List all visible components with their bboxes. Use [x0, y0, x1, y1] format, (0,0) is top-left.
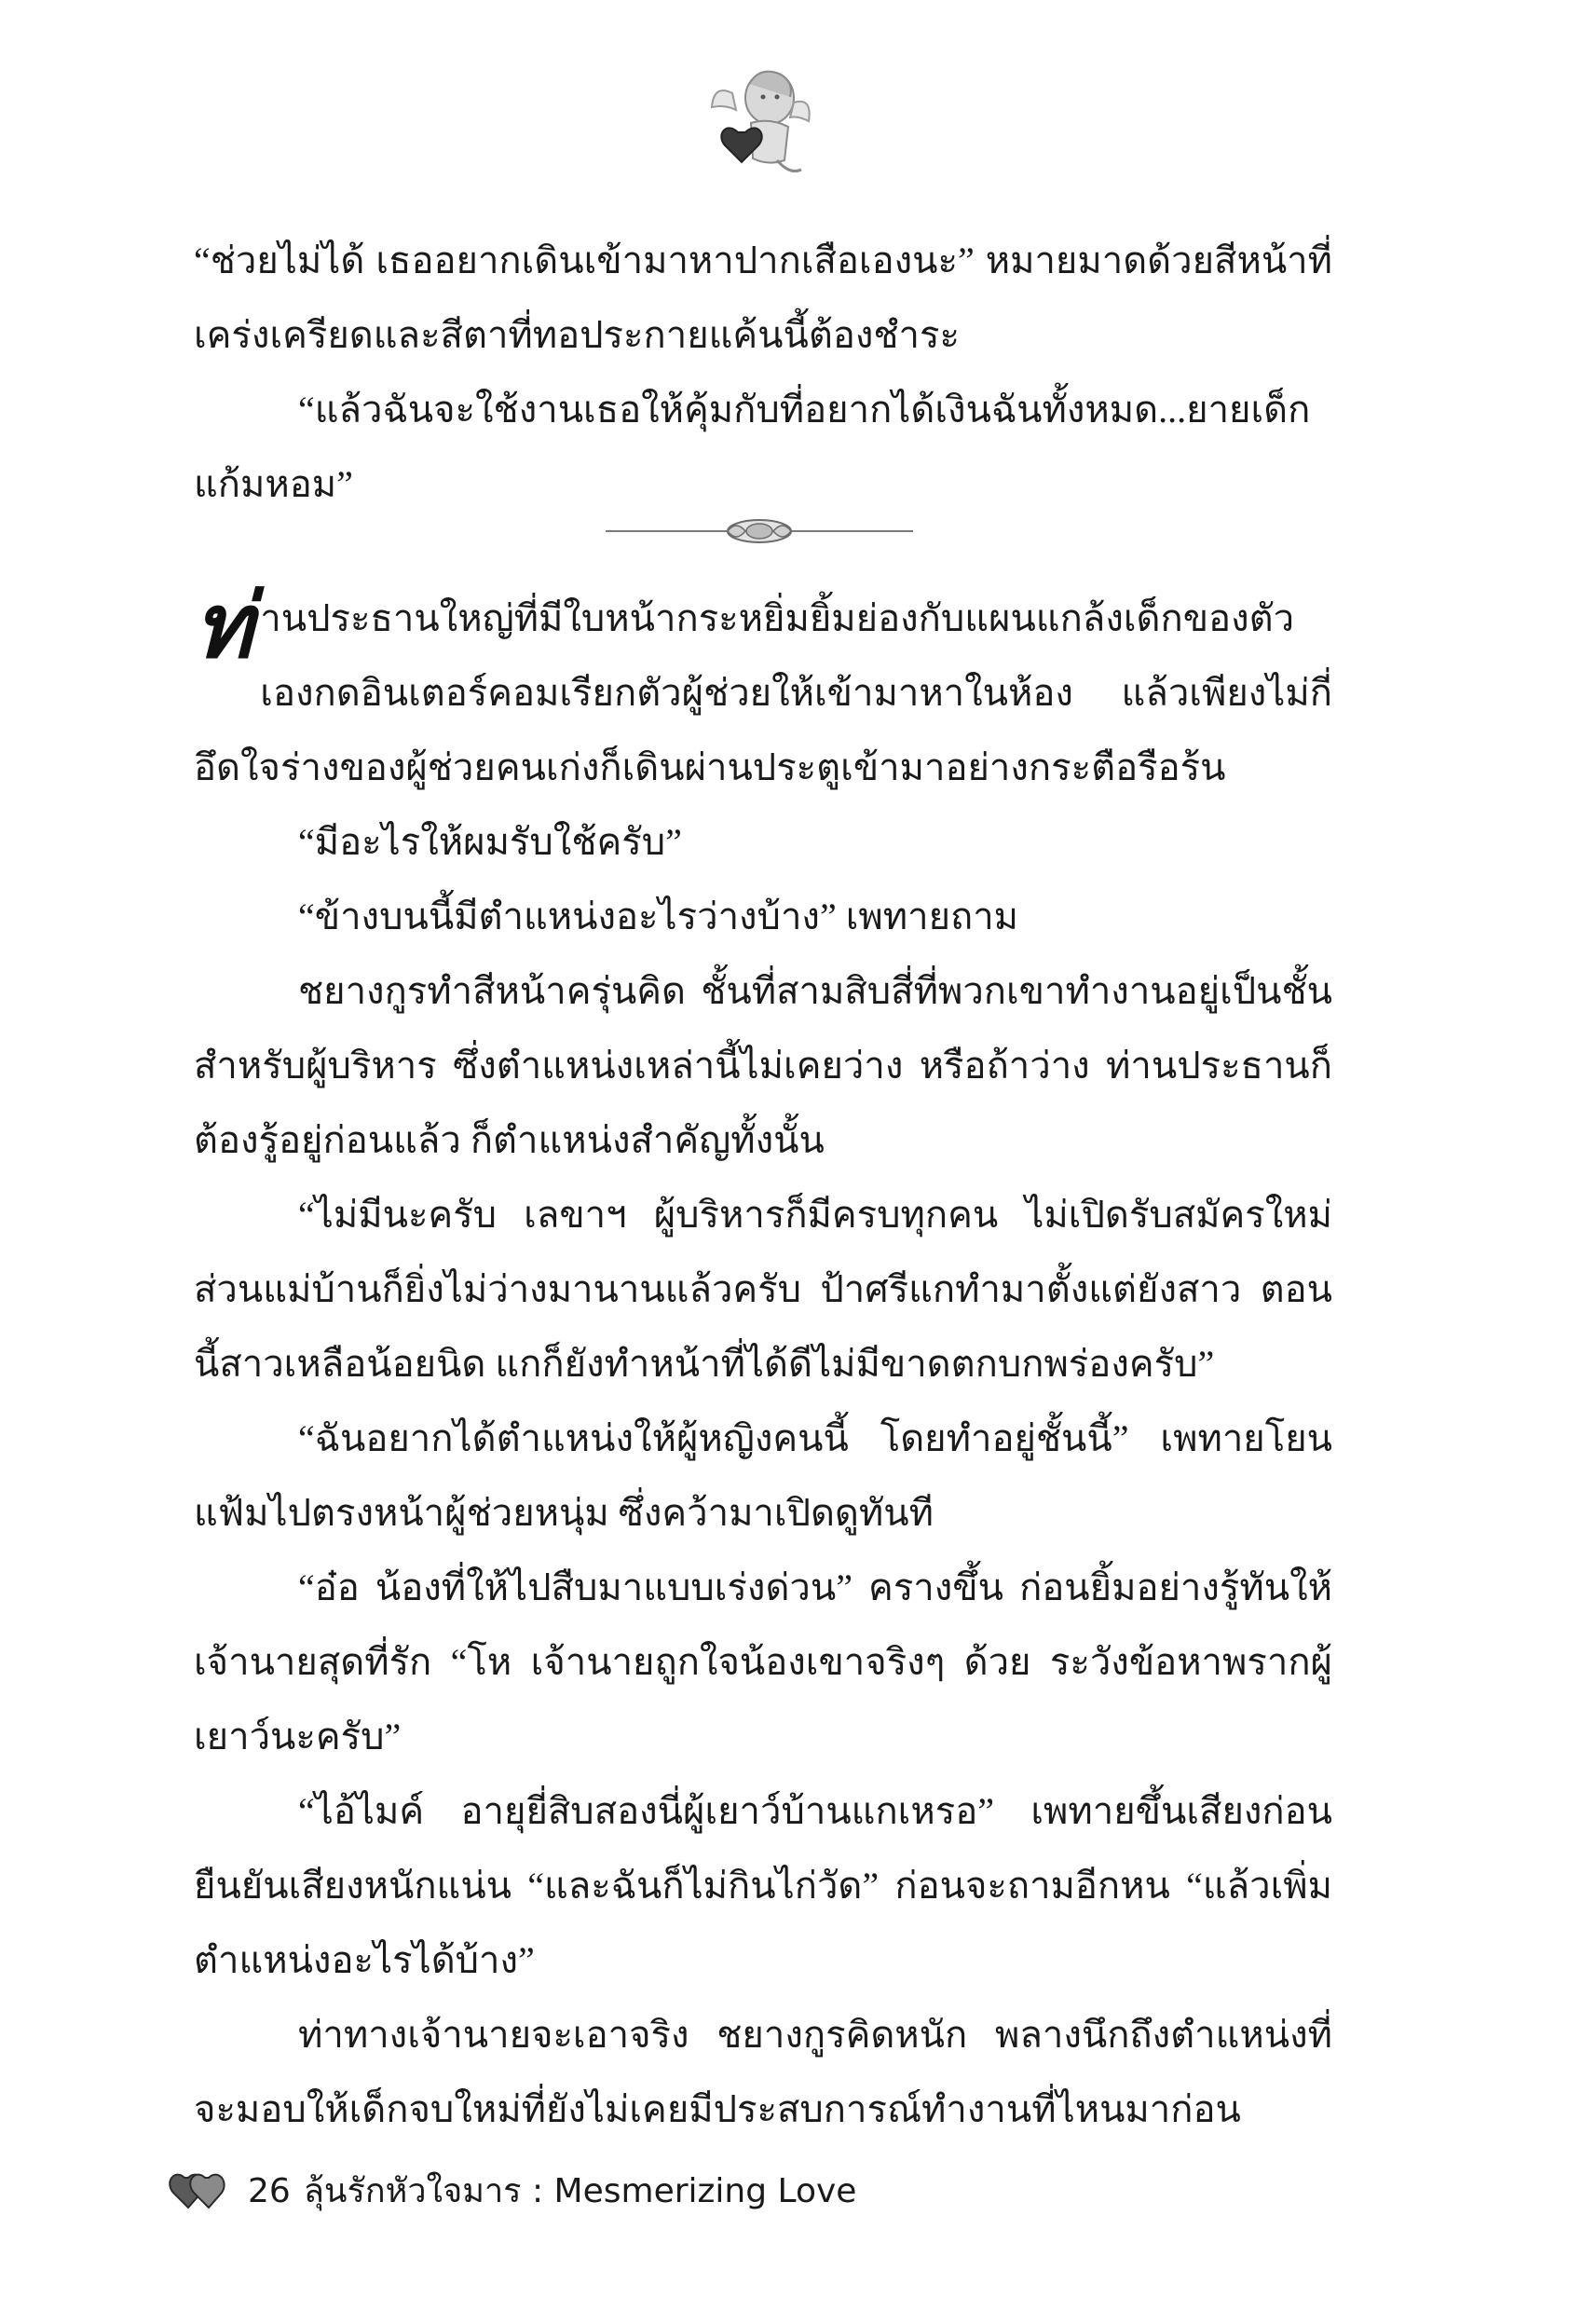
main-text	[194, 574, 1332, 2147]
paragraph: “ข้างบนนี้มีตำแหน่งอะไรว่างบ้าง” เพทายถาม	[298, 896, 1019, 937]
paragraph: “มีอะไรให้ผมรับใช้ครับ”	[298, 821, 682, 863]
paragraph: “ฉันอยากได้ตำแหน่งให้ผู้หญิงคนนี้ โดยทำอยู่ชั้นนี้” เพทายโยนแฟ้มไปตรงหน้าผู้ช่วยหนุ่ม ซึ่งคว้ามาเปิดดูทันที	[194, 1417, 1332, 1534]
top-text	[194, 224, 1332, 522]
drop-cap: ท่	[194, 574, 253, 678]
page-footer	[168, 2162, 869, 2218]
hearts-icon	[168, 2167, 227, 2213]
cupid-heart-icon	[704, 56, 816, 186]
paragraph: “อ๋อ น้องที่ให้ไปสืบมาแบบเร่งด่วน” ครางขึ้น ก่อนยิ้มอย่างรู้ทันให้เจ้านายสุดที่รัก “โห เจ้านายถูกใจน้องเขาจริงๆ ด้วย ระวังข้อหาพรากผู้เยาว์นะครับ”	[194, 1566, 1332, 1757]
paragraph: ชยางกูรทำสีหน้าครุ่นคิด ชั้นที่สามสิบสี่ที่พวกเขาทำงานอยู่เป็นชั้นสำหรับผู้บริหาร ซึ่งตำแหน่งเหล่านี้ไม่เคยว่าง หรือถ้าว่าง ท่านประธานก็ต้องรู้อยู่ก่อนแล้ว ก็ตำแหน่งสำคัญทั้งนั้น	[194, 970, 1332, 1161]
paragraph: “แล้วฉันจะใช้งานเธอให้คุ้มกับที่อยากได้เงินฉันทั้งหมด...ยายเด็กแก้มหอม”	[194, 389, 1311, 505]
page-number: 26	[248, 2171, 291, 2210]
scroll-divider-icon	[606, 503, 913, 559]
paragraph: ท่าทางเจ้านายจะเอาจริง ชยางกูรคิดหนัก พลางนึกถึงตำแหน่งที่จะมอบให้เด็กจบใหม่ที่ยังไม่เคยมีประสบการณ์ทำงานที่ไหนมาก่อน	[194, 2014, 1332, 2130]
opening-text: านประธานใหญ่ที่มีใบหน้ากระหยิ่มยิ้มย่องกับแผนแกล้งเด็กของตัวเองกดอินเตอร์คอมเรียกตัวผู้ช่วยให้เข้ามาหาในห้อง แล้วเพียงไม่กี่อึดใจร่างของผู้ช่วยคนเก่งก็เดินผ่านประตูเข้ามาอย่างกระตือรือร้น	[194, 597, 1332, 788]
footer-text	[248, 2164, 869, 2217]
paragraph: “ไม่มีนะครับ เลขาฯ ผู้บริหารก็มีครบทุกคน ไม่เปิดรับสมัครใหม่ ส่วนแม่บ้านก็ยิ่งไม่ว่างมานานแล้วครับ ป้าศรีแกทำมาตั้งแต่ยังสาว ตอนนี้สาวเหลือน้อยนิด แกก็ยังทำหน้าที่ได้ดีไม่มีขาดตกบกพร่องครับ”	[194, 1194, 1332, 1385]
book-title: ลุ้นรักหัวใจมาร : Mesmerizing Love	[303, 2171, 857, 2210]
opening-paragraph	[194, 574, 1332, 805]
paragraph: “ช่วยไม่ได้ เธออยากเดินเข้ามาหาปากเสือเองนะ” หมายมาดด้วยสีหน้าที่เคร่งเครียดและสีตาที่ทอประกายแค้นนี้ต้องชำระ	[194, 239, 1332, 356]
paragraph: “ไอ้ไมค์ อายุยี่สิบสองนี่ผู้เยาว์บ้านแกเหรอ” เพทายขึ้นเสียงก่อนยืนยันเสียงหนักแน่น “และฉันก็ไม่กินไก่วัด” ก่อนจะถามอีกหน “แล้วเพิ่มตำแหน่งอะไรได้บ้าง”	[194, 1790, 1332, 1981]
